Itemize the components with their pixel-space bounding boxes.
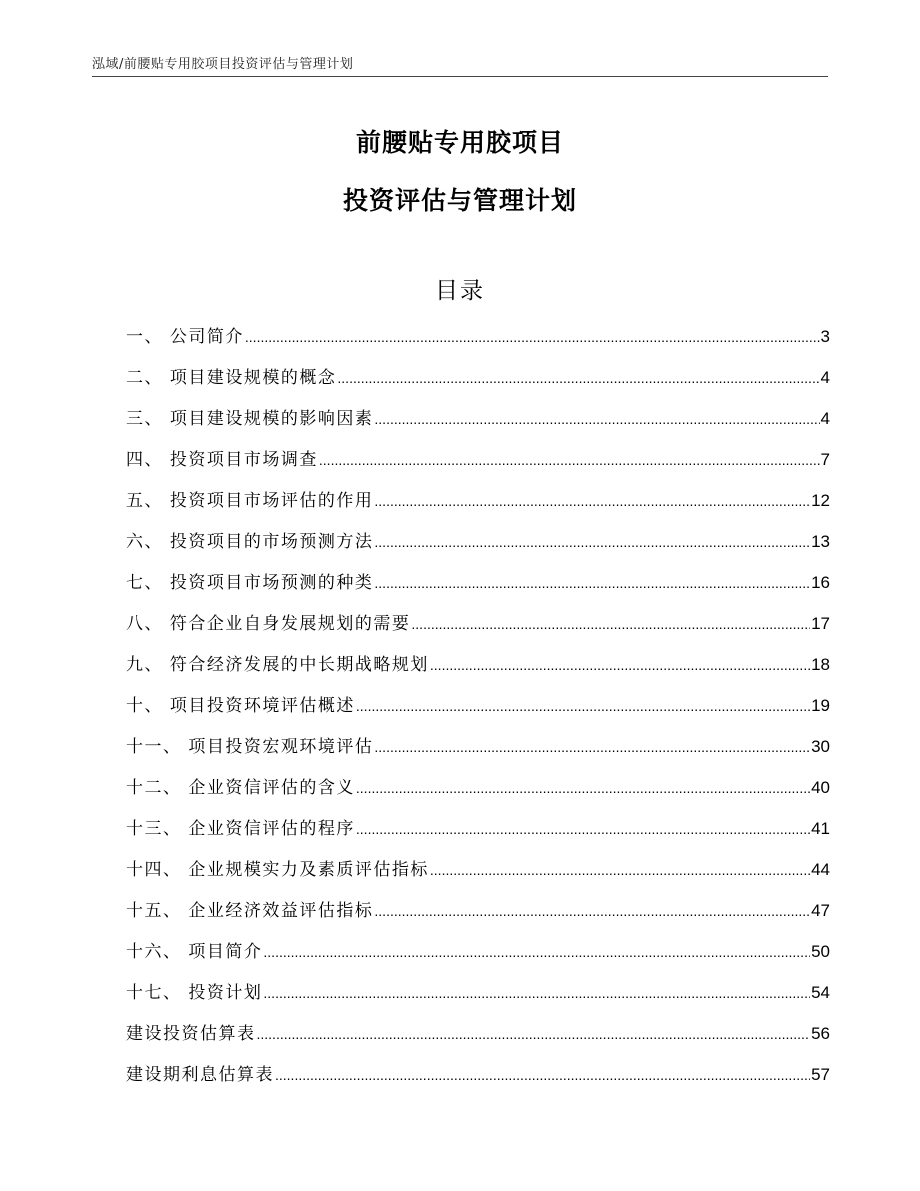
toc-entry-page-number[interactable]: 13 [811,532,830,551]
toc-entry-label[interactable]: 七、 投资项目市场预测的种类 [126,573,374,593]
toc-entry-label[interactable]: 十四、 企业规模实力及素质评估指标 [126,860,429,880]
toc-entry-page-number[interactable]: 30 [811,737,830,756]
toc-entry[interactable] [126,363,830,404]
toc-dot-leader [263,942,810,962]
toc-entry-page-number[interactable]: 41 [811,819,830,838]
toc-dot-leader [374,737,810,757]
toc-entry-page-number[interactable]: 50 [811,942,830,961]
toc-dot-leader [319,450,820,470]
document-title-line2: 投资评估与管理计划 [342,186,577,215]
toc-entry-page-number[interactable]: 40 [811,778,830,797]
toc-entry[interactable] [126,650,830,691]
toc-entry-page-number[interactable]: 17 [811,614,830,633]
toc-dot-leader [430,655,810,675]
toc-entry-label[interactable]: 建设投资估算表 [126,1024,256,1044]
toc-entry[interactable] [126,445,830,486]
toc-heading: 目录 [435,278,485,304]
toc-entry-label[interactable]: 六、 投资项目的市场预测方法 [126,532,374,552]
toc-entry[interactable] [126,896,830,937]
toc-entry[interactable] [126,1060,830,1101]
toc-entry-page-number[interactable]: 44 [811,860,830,879]
document-title-line1: 前腰贴专用胶项目 [355,128,564,157]
toc-entry-page-number[interactable]: 54 [811,983,830,1002]
toc-dot-leader [374,532,810,552]
toc-dot-leader [257,1024,811,1044]
toc-entry-label[interactable]: 一、 公司简介 [126,327,244,347]
toc-entry-page-number[interactable]: 3 [820,327,830,346]
toc-entry[interactable] [126,1019,830,1060]
toc-entry-label[interactable]: 十三、 企业资信评估的程序 [126,819,355,839]
toc-entry-label[interactable]: 三、 项目建设规模的影响因素 [126,409,374,429]
toc-entry-page-number[interactable]: 16 [811,573,830,592]
toc-entry-page-number[interactable]: 4 [820,368,830,387]
toc-entry[interactable] [126,322,830,363]
toc-entry-label[interactable]: 十一、 项目投资宏观环境评估 [126,737,374,757]
toc-entry-label[interactable]: 十五、 企业经济效益评估指标 [126,901,374,921]
toc-dot-leader [356,819,810,839]
toc-entry[interactable] [126,404,830,445]
toc-entry[interactable] [126,732,830,773]
toc-dot-leader [245,327,820,347]
toc-entry[interactable] [126,527,830,568]
toc-entry[interactable] [126,486,830,527]
toc-dot-leader [356,778,810,798]
toc-entry-label[interactable]: 二、 项目建设规模的概念 [126,368,337,388]
toc-entry-label[interactable]: 十六、 项目简介 [126,942,263,962]
table-of-contents [126,322,830,1101]
toc-entry-page-number[interactable]: 18 [811,655,830,674]
toc-entry-label[interactable]: 八、 符合企业自身发展规划的需要 [126,614,411,634]
toc-entry-page-number[interactable]: 19 [811,696,830,715]
toc-entry-label[interactable]: 十七、 投资计划 [126,983,263,1003]
toc-dot-leader [263,983,810,1003]
toc-entry-page-number[interactable]: 12 [811,491,830,510]
toc-entry-page-number[interactable]: 4 [820,409,830,428]
toc-entry-page-number[interactable]: 56 [811,1024,830,1043]
toc-entry[interactable] [126,937,830,978]
running-header: 泓域/前腰贴专用胶项目投资评估与管理计划 [92,57,354,72]
toc-dot-leader [356,696,810,716]
toc-dot-leader [411,614,810,634]
toc-entry[interactable] [126,978,830,1019]
toc-entry-page-number[interactable]: 7 [820,450,830,469]
header-divider [92,76,828,77]
toc-dot-leader [374,573,810,593]
toc-entry-label[interactable]: 五、 投资项目市场评估的作用 [126,491,374,511]
toc-entry[interactable] [126,814,830,855]
toc-entry-label[interactable]: 十、 项目投资环境评估概述 [126,696,355,716]
toc-entry-page-number[interactable]: 47 [811,901,830,920]
toc-dot-leader [374,409,819,429]
toc-entry[interactable] [126,855,830,896]
toc-entry-label[interactable]: 十二、 企业资信评估的含义 [126,778,355,798]
toc-dot-leader [430,860,810,880]
toc-entry[interactable] [126,609,830,650]
toc-entry[interactable] [126,773,830,814]
toc-entry-label[interactable]: 四、 投资项目市场调查 [126,450,318,470]
toc-entry-label[interactable]: 九、 符合经济发展的中长期战略规划 [126,655,429,675]
toc-dot-leader [374,491,810,511]
toc-entry-label[interactable]: 建设期利息估算表 [126,1065,274,1085]
toc-dot-leader [275,1065,810,1085]
toc-entry[interactable] [126,568,830,609]
toc-dot-leader [337,368,819,388]
toc-dot-leader [374,901,810,921]
toc-entry-page-number[interactable]: 57 [811,1065,830,1084]
toc-entry[interactable] [126,691,830,732]
